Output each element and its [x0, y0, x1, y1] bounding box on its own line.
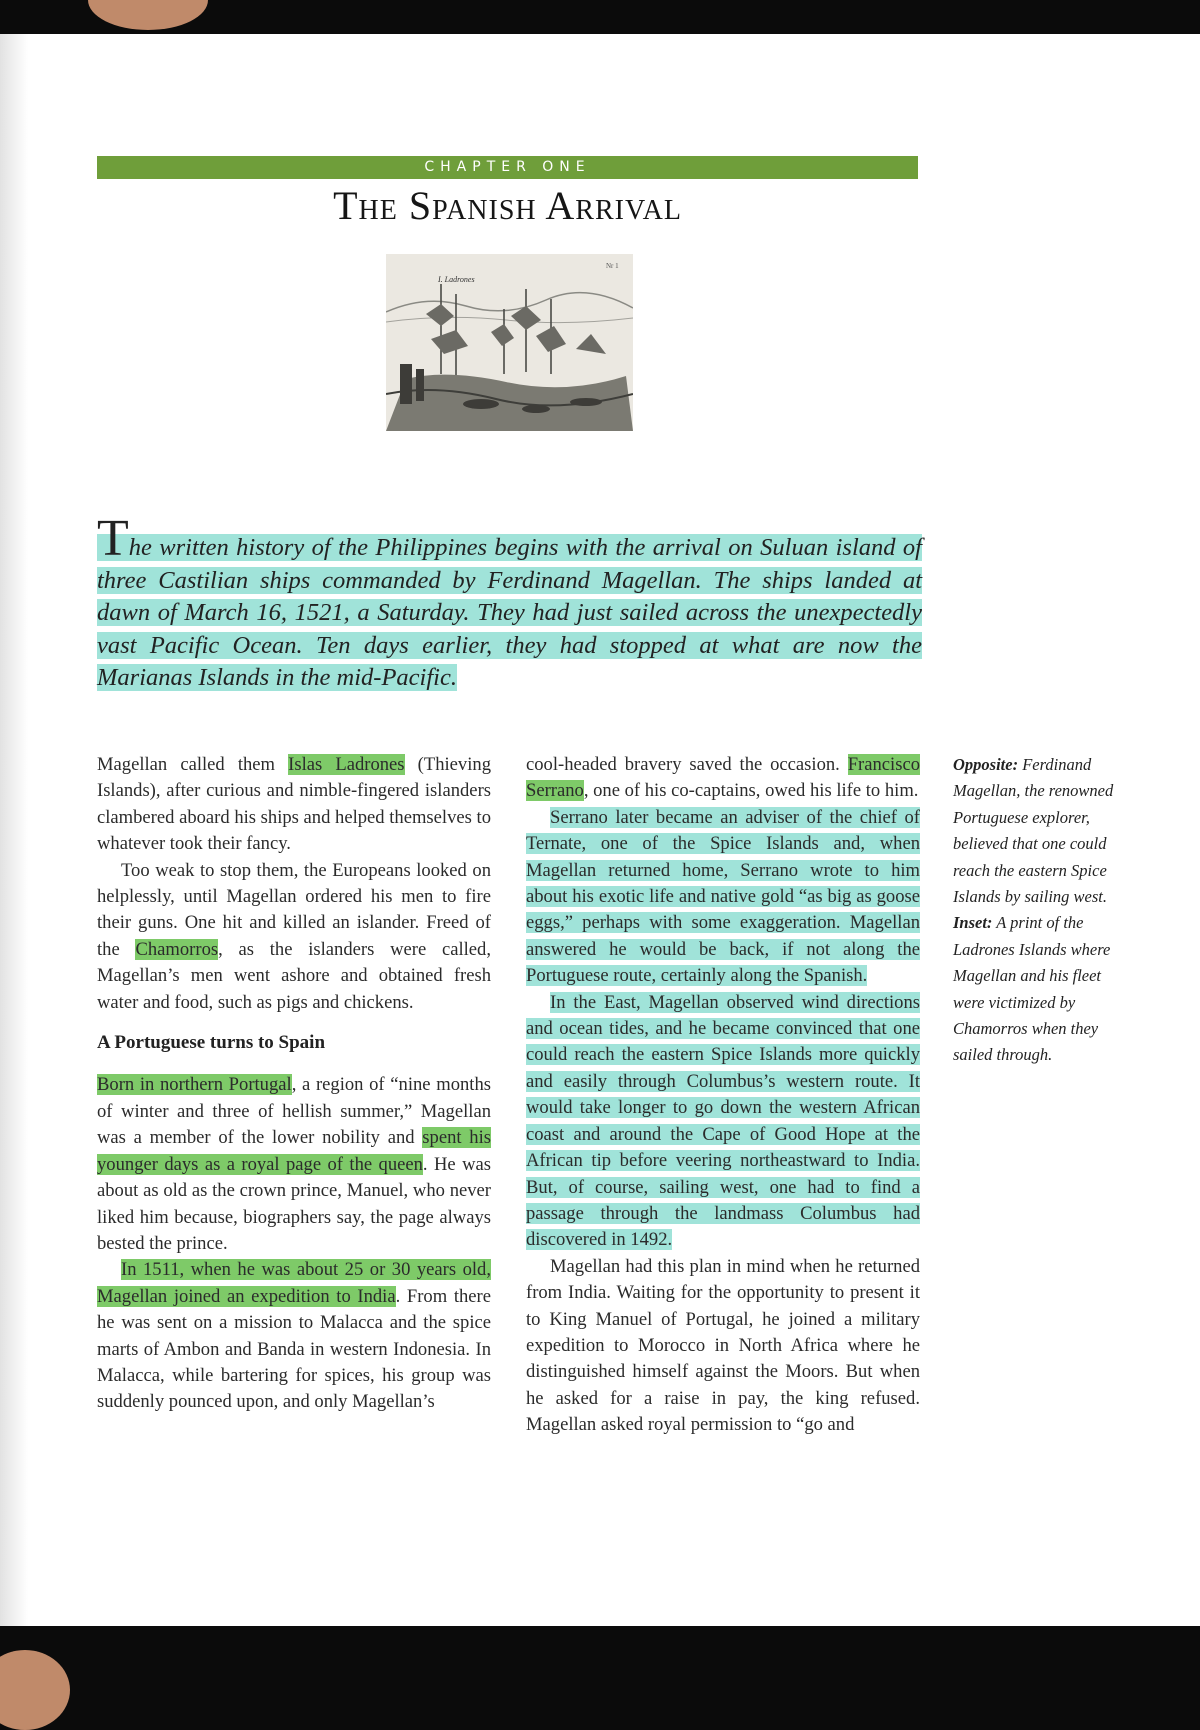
left-paragraph-4: In 1511, when he was about 25 or 30 years old, Magellan joined an expedition to India. From there he was sent on a mission to Malacca and the spice marts of Ambon and Banda in western Indonesia. In Malacca, while bartering for spices, his group was suddenly pounced upon, and only Magellan’s [97, 1259, 491, 1413]
lead-paragraph [97, 510, 922, 695]
left-paragraph-1: Magellan called them Islas Ladrones (Thieving Islands), after curious and nimble-fingered islanders clambered aboard his ships and helped themselves to whatever took their fancy. [97, 754, 491, 855]
drop-cap: T [97, 510, 129, 567]
middle-paragraph-1: cool-headed bravery saved the occasion. Francisco Serrano, one of his co-captains, owed his life to him. [526, 754, 920, 802]
inset-map-label: I. Ladrones [438, 275, 475, 284]
inset-ladrones-print [386, 254, 633, 431]
section-heading: A Portuguese turns to Spain [97, 1032, 326, 1054]
middle-column [526, 752, 920, 1439]
chapter-label: CHAPTER ONE [97, 156, 918, 179]
image-caption: Opposite: Ferdinand Magellan, the renowned Portuguese explorer, believed that one could reach the eastern Spice Islands by sailing west. Inset: A print of the Ladrones Islands where Magellan and his fleet were victimized by Chamorros when they sailed through. [953, 755, 1114, 1065]
inset-corner-label: Nr 1 [606, 262, 619, 270]
chapter-title: The Spanish Arrival [333, 183, 682, 228]
caption-inset-label: Inset: [953, 913, 993, 933]
finger-top [88, 0, 208, 30]
engraving-illustration [386, 254, 633, 431]
left-paragraph-2: Too weak to stop them, the Europeans looked on helplessly, until Magellan ordered his men to fire their guns. One hit and killed an islander. Freed of the Chamorros, as the islanders were called, Magellan’s men went ashore and obtained fresh water and food, such as pigs and chickens. [97, 859, 491, 1013]
lead-text: he written history of the Philippines begins with the arrival on Suluan island of three Castilian ships commanded by Ferdinand Magellan. The ships landed at dawn of March 16, 1521, a Saturday. They had just sailed across the unexpectedly vast Pacific Ocean. Ten days earlier, they had stopped at what are now the Marianas Islands in the mid-Pacific. [97, 534, 922, 691]
book-page [0, 34, 1200, 1626]
finger-bottom [0, 1650, 70, 1730]
highlight-royal-page: spent his younger days as a royal page of the queen [97, 1127, 491, 1175]
highlight-islas-ladrones: Islas Ladrones [288, 754, 405, 775]
highlight-born-portugal: Born in northern Portugal [97, 1074, 292, 1096]
left-paragraph-3: Born in northern Portugal, a region of “nine months of winter and three of hellish summer,” Magellan was a member of the lower nobility and spent his younger days as a royal page of the queen. He was about as old as the crown prince, Manuel, who never liked him because, biographers say, the page always bested the prince. [97, 1074, 491, 1254]
highlight-chamorros: Chamorros [135, 938, 219, 960]
middle-paragraph-2: Serrano later became an adviser of the chief of Ternate, one of the Spice Islands and, when Magellan returned home, Serrano wrote to him about his exotic life and native gold “as big as goose eggs,” perhaps with some exaggeration. Magellan answered he would be back, if not along the Portuguese route, certainly along the Spanish. [526, 806, 920, 987]
highlight-expedition-india: In 1511, when he was about 25 or 30 years old, Magellan joined an expedition to India [97, 1259, 491, 1307]
left-column [97, 752, 491, 1416]
middle-paragraph-3: In the East, Magellan observed wind directions and ocean tides, and he became convinced that one could reach the eastern Spice Islands more quickly and easily through Columbus’s western route. It would take longer to go down the western African coast and around the Cape of Good Hope at the African tip before veering northeastward to India. But, of course, sailing west, one had to find a passage through the landmass Columbus had discovered in 1492. [526, 991, 920, 1251]
middle-paragraph-4: Magellan had this plan in mind when he returned from India. Waiting for the opportunity to present it to King Manuel of Portugal, he joined a military expedition to Morocco in North Africa where he distinguished himself against the Moors. But when he asked for a raise in pay, the king refused. Magellan asked royal permission to “go and [526, 1255, 920, 1436]
highlight-francisco-serrano: Francisco Serrano [526, 754, 920, 802]
spine-shadow [0, 34, 28, 1626]
caption-opposite-label: Opposite: [953, 755, 1019, 774]
